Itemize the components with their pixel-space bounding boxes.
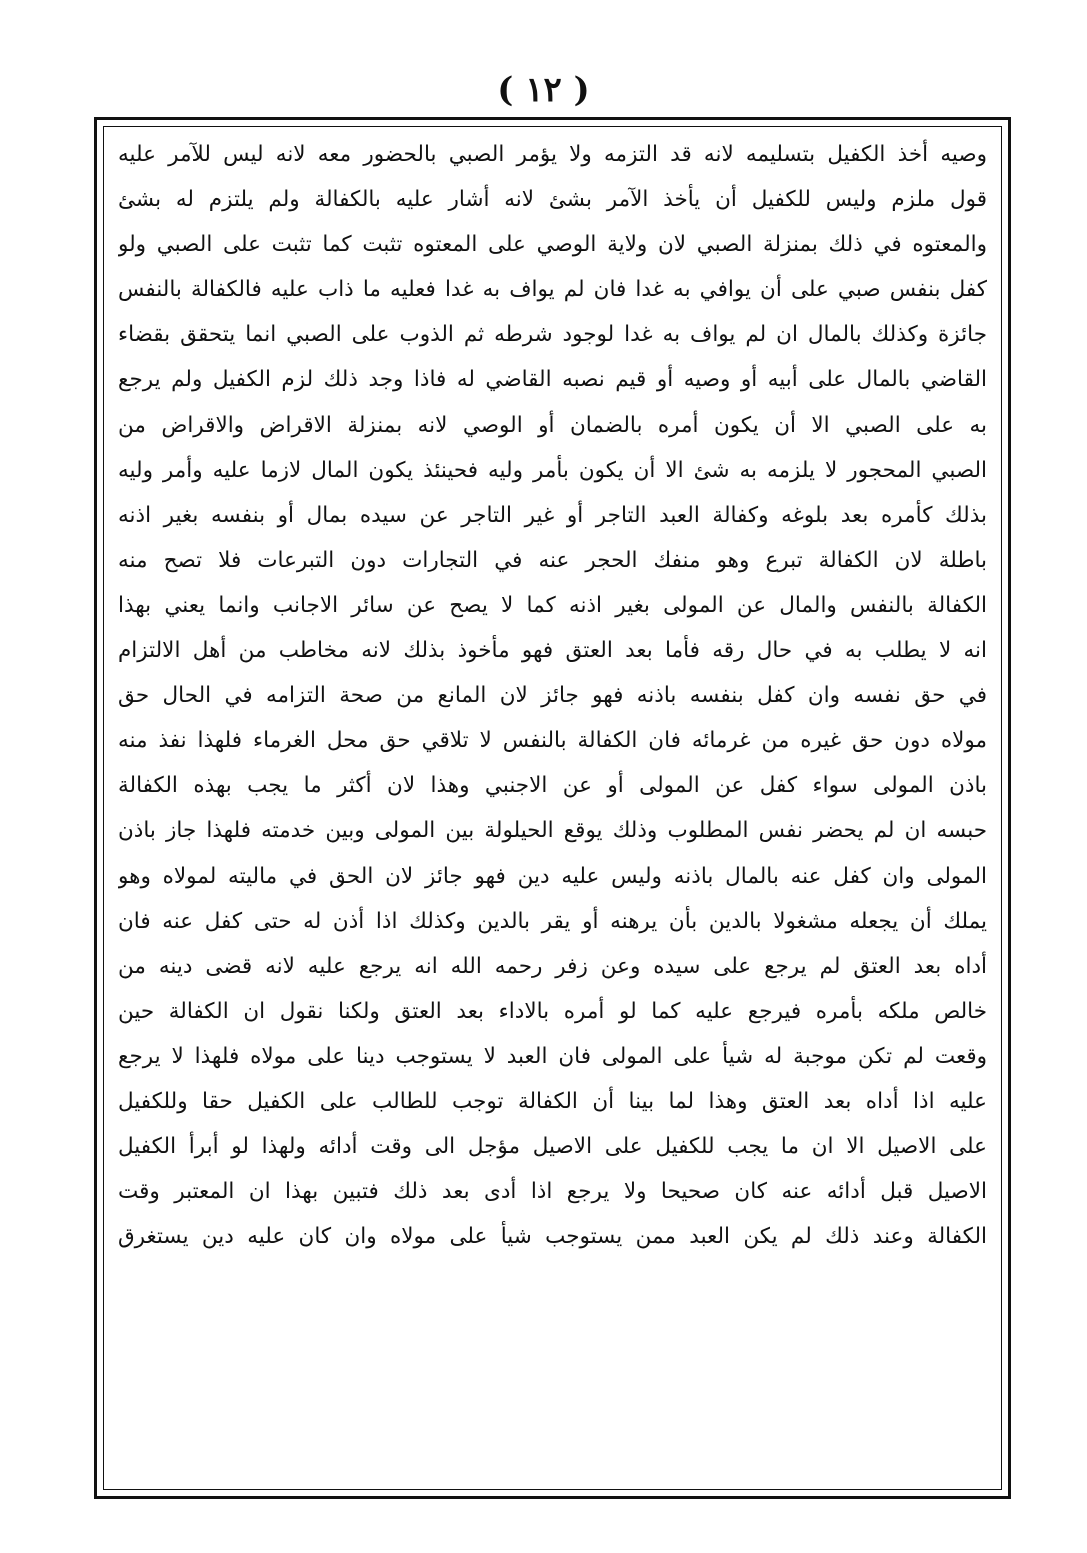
text-line: المولى وان كفل عنه بالمال باذنه وليس عليه دين فهو جائز لان الحق في ماليته لمولاه وهو bbox=[118, 863, 987, 889]
text-line: كفل بنفس صبي على أن يوافي به غدا فان لم يواف به غدا فعليه ما ذاب عليه فالكفالة بالنفس bbox=[118, 277, 987, 303]
text-body bbox=[118, 132, 987, 1259]
text-line: قول ملزم وليس للكفيل أن يأخذ الآمر بشئ لانه أشار عليه بالكفالة ولم يلتزم له بشئ bbox=[118, 187, 987, 213]
text-line: باطلة لان الكفالة تبرع وهو منفك الحجر عنه في التجارات دون التبرعات فلا تصح منه bbox=[118, 547, 987, 573]
text-line: خالص ملكه بأمره فيرجع عليه كما لو أمره بالاداء بعد العتق ولكنا نقول ان الكفالة حين bbox=[118, 998, 987, 1024]
text-line: الاصيل قبل أدائه عنه كان صحيحا ولا يرجع اذا أدى بعد ذلك فتبين بهذا ان المعتبر وقت bbox=[118, 1179, 987, 1205]
text-line: به على الصبي الا أن يكون أمره بالضمان أو الوصي لانه بمنزلة الاقراض والاقراض من bbox=[118, 412, 987, 438]
text-line: الكفالة بالنفس والمال عن المولى بغير اذنه كما لا يصح عن سائر الاجانب وانما يعني بهذا bbox=[118, 592, 987, 618]
text-line: الصبي المحجور لا يلزمه به شئ الا أن يكون بأمر وليه فحينئذ يكون المال لازما عليه وأمر وليه bbox=[118, 457, 987, 483]
text-line: والمعتوه في ذلك بمنزلة الصبي لان ولاية الوصي على المعتوه تثبت كما تثبت على الصبي ولو bbox=[118, 232, 987, 258]
text-line: في حق نفسه وان كفل بنفسه باذنه فهو جائز لان المانع من صحة التزامه في الحال حق bbox=[118, 683, 987, 709]
text-line: الكفالة وعند ذلك لم يكن العبد ممن يستوجب شيأ على مولاه وان كان عليه دين يستغرق bbox=[118, 1224, 987, 1250]
text-line: انه لا يطلب به في حال رقه فأما بعد العتق فهو مأخوذ بذلك لانه مخاطب من أهل الالتزام bbox=[118, 638, 987, 664]
text-line: أداه بعد العتق لم يرجع على سيده وعن زفر رحمه الله انه يرجع عليه لانه قضى دينه من bbox=[118, 953, 987, 979]
text-line: مولاه دون حق غيره من غرمائه فان الكفالة بالنفس لا تلاقي حق محل الغرماء فلهذا نفذ منه bbox=[118, 728, 987, 754]
text-line: وصيه أخذ الكفيل بتسليمه لانه قد التزمه ولا يؤمر الصبي بالحضور معه لانه ليس للآمر عليه bbox=[118, 142, 987, 167]
text-line: يملك أن يجعله مشغولا بالدين بأن يرهنه أو يقر بالدين وكذلك اذا أذن له حتى كفل عنه فان bbox=[118, 908, 987, 934]
text-line: على الاصيل الا ان ما يجب للكفيل على الاصيل مؤجل الى وقت أدائه ولهذا لو أبرأ الكفيل bbox=[118, 1134, 987, 1160]
text-line: باذن المولى سواء كفل عن المولى أو عن الاجنبي وهذا لان أكثر ما يجب بهذه الكفالة bbox=[118, 773, 987, 799]
text-line: جائزة وكذلك بالمال ان لم يواف به غدا لوجود شرطه ثم الذوب على الصبي انما يتحقق بقضاء bbox=[118, 322, 987, 348]
page-number: ( ١٢ ) bbox=[497, 70, 590, 110]
text-line: بذلك كأمره بعد بلوغه وكفالة العبد التاجر أو غير التاجر عن سيده بمال أو بنفسه بغير اذنه bbox=[118, 502, 987, 528]
text-line: حبسه ان لم يحضر نفس المطلوب وذلك يوقع الحيلولة بين المولى وبين خدمته فلهذا جاز باذن bbox=[118, 818, 987, 844]
text-line: القاضي بالمال على أبيه أو وصيه أو قيم نصبه القاضي له فاذا وجد ذلك لزم الكفيل ولم يرجع bbox=[118, 367, 987, 393]
text-line: عليه اذا أداه بعد العتق وهذا لما بينا أن الكفالة توجب للطالب على الكفيل حقا وللكفيل bbox=[118, 1088, 987, 1114]
text-line: وقعت لم تكن موجبة له شيأ على المولى فان العبد لا يستوجب دينا على مولاه فلهذا لا يرجع bbox=[118, 1043, 987, 1069]
